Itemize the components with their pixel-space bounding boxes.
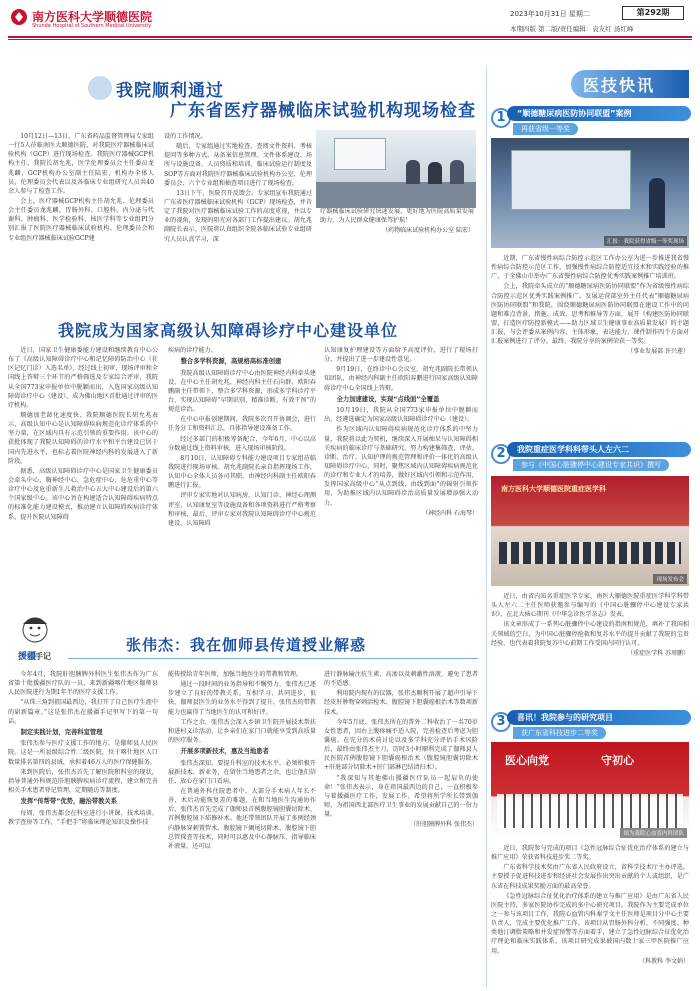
paragraph: 在中心申报创建期间，我院多次召开协调会，进行任务分工和资料汇总，具体指导建设准备工作。 <box>168 416 316 433</box>
article-col-1 <box>8 670 158 987</box>
paragraph: 近日，我院参与完成的项目《急性冠脉综合征优化治疗体系的建立与推广应用》荣获省科技进步奖二等奖。 <box>491 845 689 862</box>
paragraph: 作为区域内认知障碍疾病规范化诊疗体系的中坚力量，我院将以此为契机，继续深入开展痴呆与认知障碍相关疾病的临床诊疗与基础研究，努力构建集筛查、评估、诊断、治疗、认知护理的规范管理和评价一体化的高级认知障碍诊疗中心，同时，聚焦区域内认知障碍疾病规范化的诊疗和专业人才的培养，做好区域内引领和示范作用，发挥国家高级中心“从点到线、由线到面”的辐射引领作用，为助推区域内认知障碍诊治高质量发展增添强大动力。 <box>324 426 478 507</box>
article-title-line1: 我院顺利通过 <box>116 81 224 101</box>
article-col-3 <box>324 670 478 987</box>
byline: （药物临床试验机构办公室 陆宏） <box>382 227 474 235</box>
item-number-badge: 3 <box>491 712 511 732</box>
paragraph: 广东省科学技术奖由广东省人民政府设立，省科学技术厅主办评选，主要授予促进科技进步和经济社会发展作出突出贡献的个人或组织，是广东省在科技成果奖励方面的最高荣誉。 <box>491 864 689 890</box>
hospital-logo <box>10 8 28 26</box>
item-subtitle: 获广东省科技进步二等奖 <box>513 727 606 739</box>
issue-number: 第292期 <box>622 6 684 20</box>
paragraph: 我院高级认知障碍诊疗中心由医院神经内科牵头建设，在中心主任胡允兆、神经内科主任石向群、欧阳春鹏副主任带领下，整合多学科资源，形成多学科诊疗平台，实现认知障碍“早期识别、精准诊断、有效干预”的规范诊治。 <box>168 369 316 414</box>
paragraph: 《急性冠脉综合征优化治疗体系的建立与推广应用》是由广东省人民医院主持，多家医院协作完成的多中心研究项目。我院作为主要完成单位之一参与该项目工作，我院心血管内科秦学文主任医师是项目分中心主要负责人，完成主要优化推广工作。该项目从胃肠外科分析、不同强度、种类他汀调脂策略和并发症预警等方面着手，建立了急性冠脉综合征优化治疗理论和临床实践体系。该项目研究成果被国内数十家三甲医院推广应用。 <box>491 892 689 955</box>
paragraph: 来到医院后，张伟杰首先了解医院和科室的现状，指导普通外科规范肝胆胰脾疾病诊疗流程，建立和完善相关手术患者登记管理、定期随访等制度。 <box>8 768 158 794</box>
section-subhead: 全力加速建设，实现“点线面”全覆盖 <box>336 395 440 403</box>
logo-subtitle: Shunde Hospital of Southern Medical University <box>32 23 152 29</box>
attendee <box>406 160 420 184</box>
paragraph: 近日，由省内知名重症医学专家、南医大顺德医院重症医学科学科带头人左六二主任医师获邀参与编写的《中国心脏骤停中心建设专家共识》，在北大核心期刊《中华急诊医学杂志》发表。 <box>491 593 689 619</box>
paragraph: 近期，广东省慢性病综合防控示范区工作办公室为进一步推进我省慢性病综合防控示范区工作，加强慢性病综合防控适宜技术和实践经验的推广，于全佛山市举办广东省慢性病综合防控优秀实践案例推广培训班。 <box>491 255 689 281</box>
article-col-1 <box>8 132 154 310</box>
conference-photo <box>491 476 689 586</box>
banner-text: 南方医科大学顺德医院重症医学科 <box>501 485 606 493</box>
item-title: 喜讯！我院参与的研究项目 <box>507 710 691 725</box>
paragraph: 疾病的诊疗能力。 <box>168 347 217 354</box>
paragraph: “从珠三角到祖国最西边，我打开了自己医疗生涯中的崭新篇章。”这是张伟杰在援疆手记里写下的第一句话。 <box>8 699 158 725</box>
paragraph: 会上，我院牵头成立的“顺德糖尿病医防协同联盟”作为省级慢性病综合防控示范区优秀实践案例推广。发展运营部室外主任代表“顺德糖尿病医防协同联盟”和我院，围绕顺德糖尿病医防协同联盟在建设工作中的问题和难点背景、措施、成效、思考和推导等方面，展开《构建医防协同联盟，打造医疗防控新模式——助力区域卫生健康事业高质量发展》的主题汇报，与会评委从案例内容、主体形象、表达能力、课件制作四个方面对汇报案例进行了评分。最终，我院分享的案例荣获一等奖。 <box>491 283 689 346</box>
award-photo <box>491 138 689 248</box>
projection-screen <box>334 138 386 170</box>
attendee <box>450 160 464 184</box>
masthead-rule-thin <box>8 39 692 40</box>
paragraph: 随后，专家组通过实地检查、查阅文件资料、考核提问等多种方式，从备案信息管理、文件体系建设、场所与设施设备、人员资质和培训、临床试验运行制度及SOP等方面对我院医疗器械临床试验机构办公室、伦理委员会、六个专业组和抽查项目进行了现场检查。 <box>164 143 312 187</box>
paragraph: 在普通外科住院患者中，大部分手术病人年长不善、术后功能恢复差的难题，在和当地医生沟通协作后，张伟杰首先完成了伽师县首例腹腔镜胆囊切除术、首例腹腔镜下疝修补术。他还带领团队开展了多例经颈内静脉穿刺置管术、腹腔镜下阑尾切除术、腹腔镜下胆总管探查等技术，同时可以惠及中心静脉压，指导临床补液量，还可以 <box>168 787 316 850</box>
paragraph: 10月12日—13日，广东省药品监督管理局专家组一行5人莅临南医大顺德医院，对我院医疗器械临床试验机构（GCP）进行现场检查。我院医疗器械GCP机构主任、我院长胡允兆，医学伦理委员会主任委员龙兆麟，GCP机构办公室副主任陆宏，机构办全体人员，伦理委员会代表以及各临床专业组研究人员共40余人参与了检查工作。 <box>8 133 154 195</box>
logo-emblem-icon <box>10 8 28 26</box>
inspection-photo <box>316 130 476 208</box>
item-subtitle: 再获省级一等奖 <box>513 123 578 135</box>
item-title: 我院重症医学科科带头人左六二 <box>507 442 691 457</box>
edition-info: 本期四版 第二版/责任编辑：袁友红 汤红峰 <box>510 25 634 33</box>
article-col-3 <box>324 346 478 606</box>
article-cognitive-center <box>8 316 478 606</box>
paragraph: 近日，国家卫生健康委能力建设和继续教育中心公布了《高级认知障碍诊疗中心和记忆障碍防治中心（社区记忆门诊）入选名单》，经过线上初审、现场评审和全国线上答辩三个环节的严格筛选及专家综合评审，我院从全国773家申报单位中脱颖而出，入选国家高级认知障碍诊疗中心（建设），成为佛山地区首批通过评审的医疗机构。 <box>8 347 158 409</box>
paragraph: 通过一段时间的业务指导和不懈努力，张伟杰已逐步建立了良好的带教关系。互相学习、共同进步，很快，伽师县医生的业务水平得到了提升，张伟杰的带教能力也赢得了当地医生的认可和好评。 <box>168 681 316 716</box>
section-subhead: 发挥“传帮带”优势，融治带教关系 <box>20 798 118 806</box>
article-xinjiang-aid <box>8 612 478 987</box>
paragraph: “我深知与其他佛山援疆医疗队员一起肩负的使命！”张伟杰表示，身在祖国最西边的自己，一直积极参与着援疆医疗工作，发展工作、希望将所学所长带到伽师，为祖国西北部医疗卫生事业的发展贡献自己的一份力量。 <box>324 774 478 819</box>
article-title: 张伟杰：我在伽师县传道授业解惑 <box>126 636 367 654</box>
board-text-left: 医心向党 <box>505 754 549 767</box>
article-col-2 <box>168 346 316 606</box>
byline: （科教科 李文娟） <box>639 957 689 965</box>
paragraph: 认知康复护理建设等方面给予高度评价，进行了现场打分，并提出了进一步建设性意见。 <box>324 347 478 364</box>
paragraph: 评审专家实地对认知病房、认知门诊、神经心理测评室、认知康复室等设施设备和各项资料进行严格考察和审核，最后，评审专家对我院认知障碍诊疗中心规范建设、认知障碍 <box>168 492 316 527</box>
title-rule <box>68 658 478 659</box>
byline: （事业发展部 许兴莲） <box>627 348 689 356</box>
paragraph: 据悉，高级认知障碍诊疗中心是国家卫生健康委员会牵头中心，胸神经中心、急危症中心、危危重中心等诊疗中心及危重新生儿救治中心五大中心建设后的第六个国家级中心。该中心旨在构建适合认知障碍疾病特点的标准化能力建设模式，推动建立认知障碍疾病诊疗体系，提升医院认知障碍 <box>8 467 158 521</box>
board-text-right: 守初心 <box>601 754 634 767</box>
paragraph: 工作之余，张伟杰会深入乡镇卫生院开展技术帮扶和进村义诊活动，让乡亲们在家门口就能享受到高质量的医疗服务。 <box>168 718 316 744</box>
article-title-line2: 广东省医疗器械临床试验机构现场检查 <box>170 101 476 121</box>
paragraph: 13日下午，医院召开反馈会。专家组宣布我院通过广东省医疗器械临床试验机构（GCP）现场检查，并肯定了我院对医疗器械临床试验工作的高度重视，并以专业的视角，发现的阻光对各部门工作提出建议。胡允兆副院长表示，医院将认真组织全院各临床试验专业组研究人员认真学习，深 <box>164 189 312 243</box>
meeting-table <box>316 182 476 208</box>
paragraph: 顺德加老龄化速度快、我院顺德医院长胡允兆表示，高级认知中心是认知障碍疾病规范化诊疗体系的中坚力量，在区域内具有示范引领的重要作用。该中心的获批体现了我院认知障碍的诊疗水平和平台建设已居于国内先进水平，也标志着医院神经内科的发展进入了新阶段。 <box>8 411 158 465</box>
paragraph: 张伟杰深知，要提升科室的技术水平，必须积极开展新技术、新业务，在留住当地患者之余，也让他们信任、放心在家门口看病。 <box>168 759 316 785</box>
article-col-2 <box>164 132 312 310</box>
logo-text: 南方医科大学顺德医院 <box>32 10 153 24</box>
paragraph: 10月19日，我院从全国773家申报单位中脱颖而出，经遴选确定为国家高级认知障碍诊疗中心（建设）。 <box>324 407 478 424</box>
sidebar-news <box>486 66 692 987</box>
paragraph: 今年4月，我院肝胆胰脾外科医生张伟杰作为广东省第十批援疆医疗队的一员，来到新疆喀什地区伽师县人民医院进行为期1年半的医疗支援工作。 <box>8 671 158 697</box>
staff-row <box>497 794 683 828</box>
item-body <box>491 844 689 985</box>
paragraph: 今年5月底，张伟杰所在的普外二科收治了一名70岁女性患者，因右上腹疼痛不适入院，完善检查后考虑为胆囊癌。在充分的术前讨论以及多学科充分评估手术风险后，最终由张伟杰主刀，历时3小时顺利完成了伽师县人民医院首例腹腔镜下胆囊癌根治术（腹腔镜胆囊切除术+肝脏部分切除术+肝门部淋巴结清扫术）。 <box>324 718 478 772</box>
section-subhead: 整合多学科资源，高规格高标准创建 <box>180 358 282 366</box>
stage-screen <box>511 150 631 210</box>
item-number-badge: 2 <box>491 444 511 464</box>
item-subtitle: 参与《中国心脏骤停中心建设专家共识》撰写 <box>513 459 669 471</box>
sidebar-header-title: 医技快讯 <box>583 76 656 95</box>
paragraph: 能传授给青年医师，加强当地医生的带教和管理。 <box>168 671 303 678</box>
paragraph: 疗器械临床试验研究快速发展，更好地为医院高质量发展助力，为人民群众健康保驾护航！ <box>320 208 474 225</box>
item-body <box>491 254 689 430</box>
paragraph: 进行静脉输注抗生素、高渗以及刺激性溶液，避免了患者的不适感。 <box>324 671 478 688</box>
presenter <box>649 178 665 228</box>
paragraph: 张伟杰参与医疗支援工作的地方，是伽师县人民医院。这是一所县级综合性二级医院，位于喀什地区人口数量排名第四的县域，承担着46万人的医疗保健服务。 <box>8 740 158 766</box>
article-title: 我院成为国家高级认知障碍诊疗中心建设单位 <box>58 321 399 340</box>
masthead-rule <box>8 36 692 38</box>
paragraph: 利用院内现有的仪器，张伟杰顺利开展了超声引导下经皮肝肿物穿刺活检术、腹腔镜下胆囊癌根治术等数项新技术。 <box>324 690 478 716</box>
paragraph: 每周，张伟杰都会在科室进行小讲课、技术培训、教学查房等工作，“手把手”将临床理论知识及操作技 <box>8 809 158 826</box>
issue-date: 2023年10月31日 星期二 <box>510 10 590 18</box>
item-body <box>491 592 689 704</box>
section-subhead: 制定实践计划，完善科室管理 <box>20 728 103 736</box>
byline: （神经内科 石海琴） <box>422 509 478 517</box>
aid-label-bottom: 手记 <box>35 652 51 661</box>
team-photo <box>491 742 689 840</box>
paragraph: 经过多部门的积极筹备配合，今年6月，中心以高分数通过线上资料审核，进入现场审核阶段。 <box>168 435 316 452</box>
byline: （肝胆胰脾外科 张伟杰） <box>410 821 478 829</box>
masthead <box>0 0 700 60</box>
section-subhead: 开展多项新技术，惠及当地患者 <box>180 748 269 756</box>
attendee <box>428 162 442 184</box>
attendee-row <box>499 542 681 564</box>
photo-caption: 图为我院心血管内科团队 <box>620 828 687 838</box>
paragraph: 会上，医疗器械GCP机构主任胡允兆、伦理委员会主任委员龙兆麟，胃肠外科、口腔科、内分泌与代谢科、肿瘤科、医学检验科、核医学科等专业组PI分别汇报了医院医疗器械临床试验机构、伦理委员会和专业组医疗器械临床试验GCP建 <box>8 197 154 242</box>
item-title: “顺德糖尿病医防协同联盟”案例 <box>507 106 691 121</box>
paragraph: 该文章形成了一系列心脏骤停中心建设的指南和规范，填补了我国相关领域的空白，为中国心脏骤停抢救和复苏水平的提升贡献了我院的宝贵经验，也代表着我院复苏中心前期工作受国内同行认可。 <box>491 621 689 647</box>
byline: （重症医学科 苏周鹏） <box>627 649 689 657</box>
paragraph: 设的工作情况。 <box>164 133 207 140</box>
aid-label-top: 援疆 <box>18 652 37 662</box>
photo-caption: 现场发布会 <box>653 574 687 584</box>
item-number-badge: 1 <box>491 108 511 128</box>
paragraph: 9月19日，在终诊中心会议室，胡允兆副院长带领认知团队，由神经内科副主任欧阳春鹏进行国家高级认知障碍诊疗中心全国线上答辩。 <box>324 366 478 392</box>
title-deco-icon <box>88 76 112 100</box>
paragraph: 8月10日，认知障碍专科能力建设项目专家组莅临我院进行现场审核。胡允兆副院长亲自指挥现场工作，认知中心全体人员各司其职，由神经内科副主任欧阳春鹏进行汇报。 <box>168 454 316 490</box>
article-col-2 <box>168 670 316 987</box>
article-col-1 <box>8 346 158 606</box>
photo-caption: 汇报：我院获得省级一等奖现场 <box>604 236 687 246</box>
